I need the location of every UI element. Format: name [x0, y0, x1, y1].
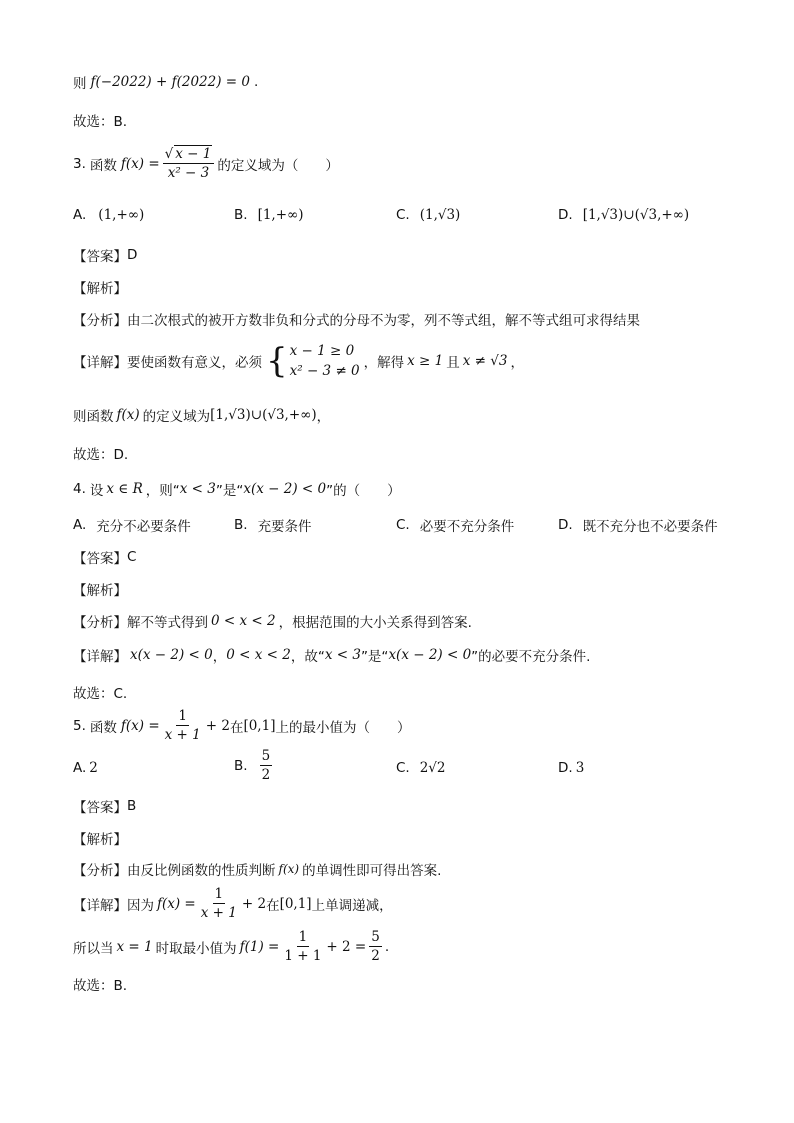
numerator: √ x − 1: [163, 146, 215, 164]
numerator: 1: [213, 886, 226, 904]
answer-value: B: [127, 798, 137, 814]
math-expression: f(−2022) + f(2022) = 0: [90, 74, 250, 90]
text: ，: [212, 649, 227, 665]
math-expression: [1,√3)∪(√3,+∞): [210, 407, 317, 423]
denominator: 2: [371, 948, 380, 965]
option-letter: D.: [558, 517, 573, 533]
text: 函数: [89, 157, 117, 174]
question-number: 5.: [73, 717, 86, 734]
text: ”的必要不充分条件.: [471, 649, 591, 665]
text: 设: [89, 483, 104, 499]
math-expression: x < 3: [179, 481, 216, 497]
result-line: [73, 929, 389, 964]
tag: 【详解】: [73, 649, 127, 665]
fraction: [260, 748, 273, 783]
sqrt-content: x − 1: [175, 146, 212, 162]
xiangjie-line: [73, 645, 590, 665]
math-expression: x ≠ √3: [462, 353, 508, 370]
math-expression: f(x) =: [120, 717, 160, 734]
option-d: [558, 207, 689, 223]
answer-tag: 【答案】: [73, 551, 127, 567]
text: 由反比例函数的性质判断: [127, 863, 276, 879]
option-letter: C.: [396, 517, 410, 533]
option-b: [234, 207, 304, 223]
text: 【解析】: [73, 281, 127, 297]
text: 则: [73, 76, 87, 92]
option-a: [73, 515, 191, 535]
fenxi-line: [73, 859, 441, 879]
option-value: (1,+∞): [98, 207, 145, 223]
option-letter: D.: [558, 207, 573, 223]
question-number: 4.: [73, 481, 86, 497]
brace: {: [266, 341, 288, 382]
text: 故选：B.: [73, 114, 128, 130]
text: 时取最小值为: [155, 940, 237, 957]
option-letter: C.: [396, 760, 410, 776]
option-value: 3: [575, 760, 585, 776]
numerator: 1: [297, 929, 310, 947]
math-expression: + 2: [241, 895, 267, 912]
text: 且: [446, 355, 460, 372]
inequality-system: [290, 341, 360, 382]
tag: 【详解】: [73, 355, 127, 372]
math-expression: x(x − 2) < 0: [130, 647, 213, 663]
denominator: 2: [261, 767, 271, 784]
text: 因为: [127, 897, 154, 914]
answer-line: [73, 796, 136, 816]
option-b: [234, 748, 275, 783]
fraction: [199, 886, 239, 921]
denominator: x + 1: [200, 905, 237, 922]
text: ”的（ ）: [326, 483, 401, 499]
math-expression: [0,1]: [243, 717, 276, 734]
option-letter: A.: [73, 207, 87, 223]
text: 由二次根式的被开方数非负和分式的分母不为零，列不等式组，解不等式组可求得结果: [127, 313, 640, 329]
math-expression: x = 1: [116, 938, 153, 955]
option-d: [558, 760, 584, 776]
fraction: [369, 929, 382, 964]
option-letter: B.: [234, 207, 248, 223]
fraction: [163, 146, 215, 181]
text: 故选：C.: [73, 686, 128, 702]
option-letter: B.: [234, 757, 248, 774]
tag: 【分析】: [73, 863, 127, 879]
math-expression: f(x) =: [157, 895, 196, 912]
answer-tag: 【答案】: [73, 800, 127, 816]
option-value: 2√2: [419, 760, 446, 776]
question-5: [73, 708, 410, 743]
domain-line: [73, 405, 330, 425]
numerator: 1: [176, 708, 189, 726]
question-number: 3.: [73, 155, 86, 172]
option-value: 充分不必要条件: [96, 519, 191, 535]
analysis-tag: [73, 277, 127, 297]
option-value: (1,√3): [419, 207, 461, 223]
option-d: [558, 515, 718, 535]
text: 解不等式得到: [127, 615, 208, 631]
xiangjie-line: [73, 341, 524, 382]
tag: 【分析】: [73, 313, 127, 329]
option-b: [234, 515, 312, 535]
math-expression: x < 3: [324, 647, 361, 663]
option-value: 既不充分也不必要条件: [582, 519, 718, 535]
math-expression: x(x − 2) < 0: [243, 481, 327, 497]
option-letter: B.: [234, 517, 248, 533]
answer-value: C: [127, 549, 137, 565]
option-value: 必要不充分条件: [419, 519, 515, 535]
conclusion-line: [73, 72, 258, 92]
analysis-tag: [73, 828, 127, 848]
choose-line: [73, 443, 128, 463]
option-letter: A.: [73, 517, 87, 533]
text: 在: [229, 719, 244, 736]
xiangjie-line: [73, 886, 393, 921]
text: ，: [316, 409, 331, 425]
answer-tag: 【答案】: [73, 249, 127, 265]
choose-line: [73, 974, 127, 994]
text: ，故“: [290, 649, 325, 665]
math-expression: x ∈ R: [106, 481, 143, 497]
inequality: x² − 3 ≠ 0: [289, 363, 360, 380]
fenxi-line: [73, 611, 472, 631]
text: 在: [266, 897, 280, 914]
option-c: [396, 207, 460, 223]
tag: 【详解】: [73, 897, 127, 914]
text: 的定义域为: [142, 409, 211, 425]
math-expression: f(x) =: [120, 155, 160, 172]
text: 要使函数有意义，必须: [127, 355, 262, 372]
denominator: x² − 3: [167, 165, 210, 182]
text: 【解析】: [73, 583, 127, 599]
text: ”是“: [215, 483, 244, 499]
inequality: x − 1 ≥ 0: [289, 343, 355, 359]
text: 的单调性即可得出答案.: [302, 863, 442, 879]
analysis-tag: [73, 579, 127, 599]
fraction: [282, 929, 323, 964]
denominator: x + 1: [164, 727, 201, 744]
option-a: [73, 207, 144, 223]
text: 上的最小值为（ ）: [275, 719, 411, 736]
math-expression: x(x − 2) < 0: [388, 647, 472, 663]
option-value: [1,+∞): [257, 207, 304, 223]
fenxi-line: [73, 309, 640, 329]
option-value: 充要条件: [257, 519, 312, 535]
option-a: [73, 760, 98, 776]
text: .: [384, 938, 390, 955]
option-c: [396, 515, 514, 535]
choose-line: [73, 110, 127, 130]
answer-value: D: [127, 247, 138, 263]
fraction: [163, 708, 203, 743]
text: ”是“: [360, 649, 389, 665]
text: 则函数: [73, 409, 114, 425]
answer-line: [73, 547, 136, 567]
math-expression: 0 < x < 2: [226, 647, 291, 663]
question-4: [73, 479, 401, 499]
option-c: [396, 760, 446, 776]
math-expression: f(x): [116, 407, 140, 423]
text: 的定义域为（ ）: [217, 157, 339, 174]
math-expression: f(1) =: [239, 938, 280, 955]
math-expression: f(x): [278, 862, 300, 876]
text: 所以当: [73, 940, 114, 957]
text: 函数: [89, 719, 117, 736]
option-letter: D.: [558, 760, 573, 776]
numerator: 5: [260, 748, 273, 766]
tag: 【分析】: [73, 615, 127, 631]
text: .: [253, 74, 259, 90]
text: 上单调递减，: [311, 897, 393, 914]
answer-line: [73, 245, 137, 265]
text: ，: [510, 355, 524, 372]
text: ，根据范围的大小关系得到答案.: [278, 615, 472, 631]
option-value: [1,√3)∪(√3,+∞): [582, 207, 690, 223]
choose-line: [73, 682, 127, 702]
text: 故选：D.: [73, 447, 129, 463]
math-expression: 0 < x < 2: [211, 613, 276, 629]
text: 【解析】: [73, 832, 127, 848]
text: 故选：B.: [73, 978, 128, 994]
text: ，则“: [145, 483, 180, 499]
math-expression: x ≥ 1: [407, 353, 444, 370]
question-3: [73, 146, 339, 181]
math-expression: + 2 =: [326, 938, 367, 955]
option-letter: A.: [73, 760, 87, 776]
math-expression: [0,1]: [279, 895, 312, 912]
denominator: 1 + 1: [284, 948, 322, 965]
option-letter: C.: [396, 207, 410, 223]
numerator: 5: [369, 929, 382, 947]
option-value: 2: [89, 760, 98, 776]
math-expression: + 2: [205, 717, 230, 734]
text: ，解得: [363, 355, 405, 372]
